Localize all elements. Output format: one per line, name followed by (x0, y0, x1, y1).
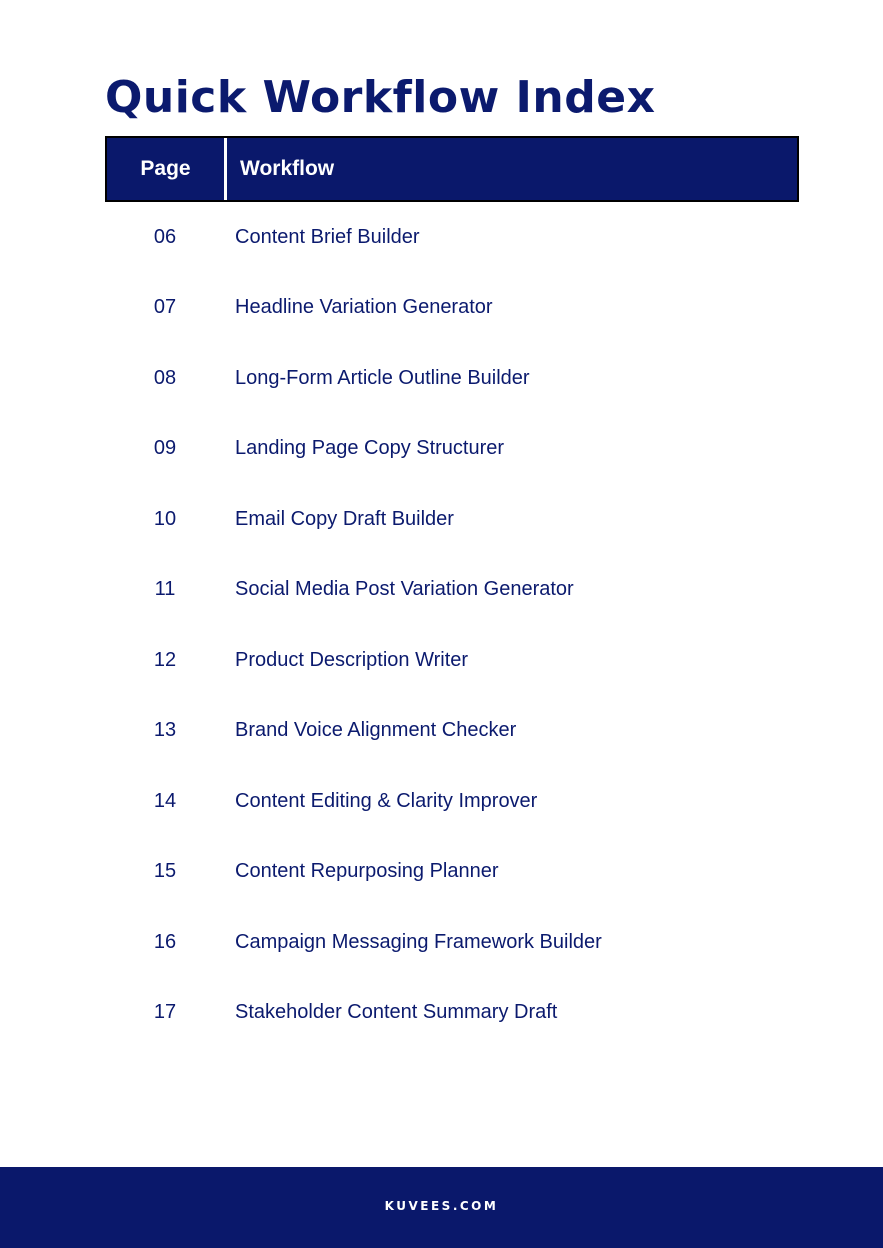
workflow-name-cell: Content Editing & Clarity Improver (235, 789, 538, 812)
table-row (105, 696, 799, 767)
table-row (105, 202, 799, 273)
page-number-cell: 11 (154, 578, 176, 601)
table-body (105, 202, 799, 1048)
workflow-name-cell: Content Repurposing Planner (235, 860, 499, 883)
workflow-name-cell: Headline Variation Generator (235, 296, 493, 319)
table-row (105, 484, 799, 555)
table-row (105, 555, 799, 626)
column-header-workflow: Workflow (240, 157, 335, 180)
footer-bar (0, 1167, 883, 1248)
column-header-page: Page (107, 138, 227, 200)
page-number-cell: 06 (153, 225, 177, 248)
table-row (105, 414, 799, 485)
page-number-cell: 13 (153, 719, 177, 742)
workflow-name-cell: Brand Voice Alignment Checker (235, 719, 517, 742)
page-number-cell: 16 (153, 930, 177, 953)
table-row (105, 837, 799, 908)
footer-website-text: KUVEES.COM (384, 1198, 499, 1213)
workflow-name-cell: Content Brief Builder (235, 225, 420, 248)
table-row (105, 907, 799, 978)
page-title: Quick Workflow Index (105, 72, 656, 123)
table-header (105, 136, 799, 202)
workflow-index-table (105, 136, 799, 1048)
page-number-cell: 12 (153, 648, 177, 671)
workflow-name-cell: Product Description Writer (235, 648, 469, 671)
table-row (105, 978, 799, 1049)
table-row (105, 766, 799, 837)
workflow-name-cell: Landing Page Copy Structurer (235, 437, 505, 460)
workflow-name-cell: Email Copy Draft Builder (235, 507, 454, 530)
table-row (105, 625, 799, 696)
table-row (105, 273, 799, 344)
page-number-cell: 09 (153, 437, 177, 460)
page-number-cell: 17 (153, 1001, 177, 1024)
workflow-name-cell: Campaign Messaging Framework Builder (235, 930, 602, 953)
page-number-cell: 14 (153, 789, 177, 812)
page-number-cell: 08 (153, 366, 177, 389)
workflow-name-cell: Stakeholder Content Summary Draft (235, 1001, 558, 1024)
page-number-cell: 10 (153, 507, 177, 530)
workflow-name-cell: Long-Form Article Outline Builder (235, 366, 530, 389)
page-number-cell: 15 (153, 860, 177, 883)
page-number-cell: 07 (153, 296, 177, 319)
table-row (105, 343, 799, 414)
workflow-name-cell: Social Media Post Variation Generator (235, 578, 574, 601)
